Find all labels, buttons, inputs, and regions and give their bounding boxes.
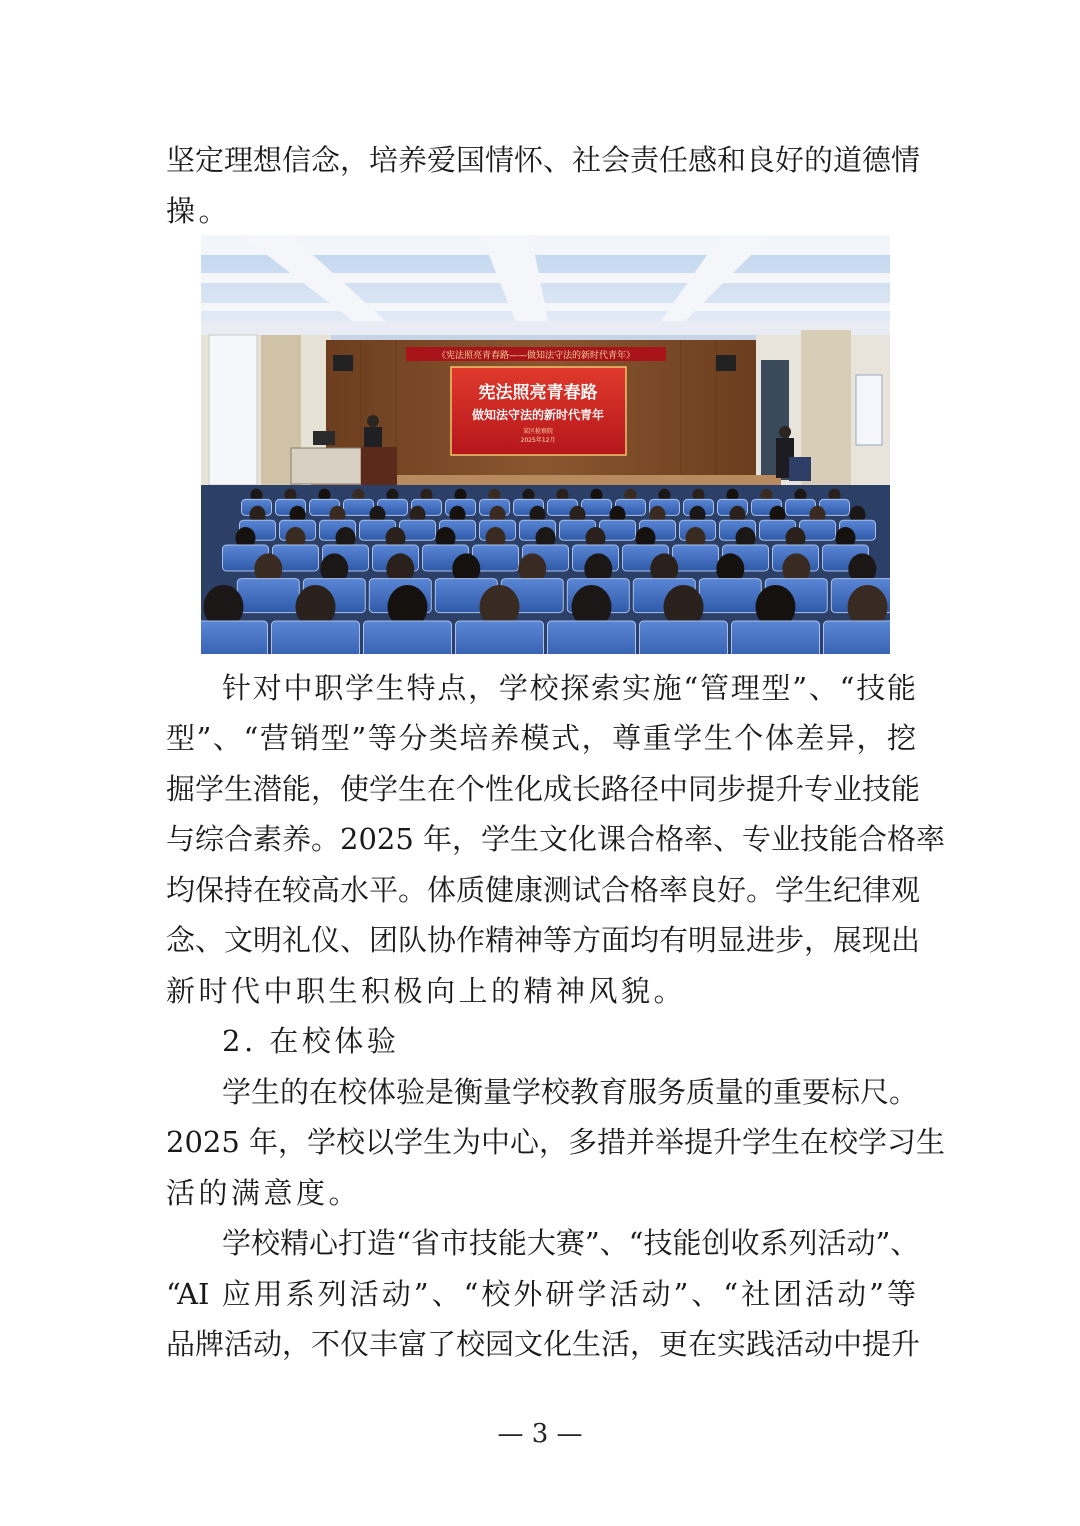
text-line: “AI 应用系列活动”、“校外研学活动”、“社团活动”等 bbox=[166, 1277, 916, 1311]
audience-seat bbox=[456, 621, 544, 654]
audience-seat bbox=[364, 621, 452, 654]
screen-title: 宪法照亮青春路 bbox=[478, 383, 598, 403]
audience-seat bbox=[237, 579, 299, 613]
screen-subtitle: 做知法守法的新时代青年 bbox=[471, 408, 605, 422]
banner-text: 《宪法照亮青春路——做知法守法的新时代青年》 bbox=[436, 351, 636, 361]
text-line: 学校精心打造“省市技能大赛”、“技能创收系列活动”、 bbox=[222, 1226, 920, 1260]
screen-org: 某区检察院 bbox=[522, 428, 554, 435]
audience-seat bbox=[640, 621, 728, 654]
text-line: 活的满意度。 bbox=[166, 1176, 362, 1210]
text-line: 与综合素养。2025 年，学生文化课合格率、专业技能合格率 bbox=[166, 822, 946, 856]
audience-seat bbox=[673, 545, 719, 571]
text-line: 新时代中职生积极向上的精神风貌。 bbox=[166, 974, 687, 1008]
audience-seat bbox=[201, 621, 268, 654]
text-line: 坚定理想信念，培养爱国情怀、社会责任感和良好的道德情 bbox=[166, 143, 921, 177]
text-line: 均保持在较高水平。体质健康测试合格率良好。学生纪律观 bbox=[166, 873, 921, 907]
audience-seat bbox=[699, 579, 761, 613]
text-line: 针对中职学生特点，学校探索实施“管理型”、“技能 bbox=[222, 671, 916, 705]
text-line: 掘学生潜能，使学生在个性化成长路径中同步提升专业技能 bbox=[166, 772, 921, 806]
audience-seat bbox=[548, 621, 636, 654]
text-line: 型”、“营销型”等分类培养模式，尊重学生个体差异，挖 bbox=[166, 721, 916, 755]
page-number: — 3 — bbox=[497, 1419, 583, 1449]
text-line: 操。 bbox=[166, 194, 232, 228]
audience-seat bbox=[344, 499, 374, 515]
section-heading: 2. 在校体验 bbox=[222, 1024, 400, 1058]
audience-seat bbox=[272, 621, 360, 654]
text-line: 学生的在校体验是衡量学校教育服务质量的重要标尺。 bbox=[222, 1075, 919, 1109]
audience-seat bbox=[732, 621, 820, 654]
audience-seat bbox=[582, 499, 612, 515]
lecture-hall-illustration bbox=[201, 235, 890, 654]
text-line: 念、文明礼仪、团队协作精神等方面均有明显进步，展现出 bbox=[166, 923, 921, 957]
audience-seat bbox=[824, 621, 891, 654]
lecture-photo bbox=[201, 235, 890, 654]
text-line: 2025 年，学校以学生为中心，多措并举提升学生在校学习生 bbox=[166, 1125, 946, 1159]
screen-date: 2025年12月 bbox=[520, 437, 556, 444]
text-line: 品牌活动，不仅丰富了校园文化生活，更在实践活动中提升 bbox=[166, 1327, 921, 1361]
